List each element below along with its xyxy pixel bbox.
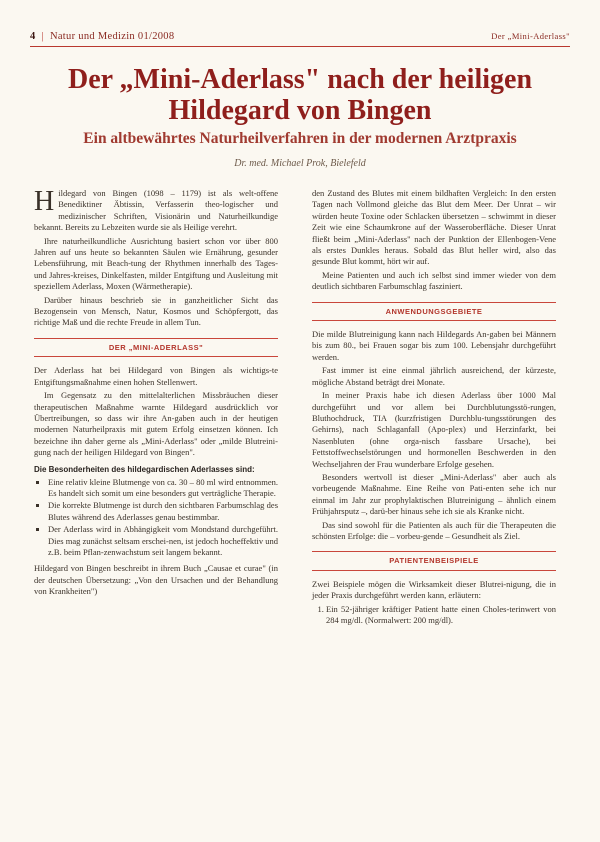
intro-paragraph [34,188,278,234]
running-header [30,26,570,47]
paragraph: Meine Patienten und auch ich selbst sind immer wieder von dem deutlich sichtbaren Farbumschlag fasziniert. [312,269,556,292]
header-divider: | [41,30,44,42]
paragraph: Besonders wertvoll ist dieser „Mini-Aderlass" aber auch als vorbeugende Maßnahme. Eine Reihe von Pati-enten sehe ich nur einmal im Jahr zur prophylaktischen Blutreinigung – ähnlich einem Frühjahrsputz –, darü-ber hinaus sehe ich sie als Kranke nicht. [312,471,556,517]
paragraph: In meiner Praxis habe ich diesen Aderlass über 1000 Mal durchgeführt und vor allem bei Durchblutungsstö-rungen, Bluthochdruck, TIA (kurzfristigen Durchblu-tungsstörungen des Gehirns), nach Schlaganfall (Apo-plex) und Herzinfarkt, bei Nasenbluten (ohne orga-nisch fassbare Ursache), bei Fettstoffwechselstörungen und hormonellen Beschwerden in den Wechseljahren der Frau wunderbare Erfolge gesehen. [312,390,556,469]
section-heading-patientenbeispiele: PATIENTENBEISPIELE [312,551,556,570]
paragraph: Der Aderlass hat bei Hildegard von Bingen als wichtigs-te Entgiftungsmaßnahme einen hohen Stellenwert. [34,365,278,387]
section-heading-anwendungsgebiete: ANWENDUNGSGEBIETE [312,302,556,321]
paragraph: Hildegard von Bingen beschreibt in ihrem Buch „Causae et curae" (in der deutschen Übersetzung: „Von den Ursachen und der Behandlung von Krankheiten") [34,563,278,597]
right-column [312,188,556,626]
article-subtitle: Ein altbewährtes Naturheilverfahren in der modernen Arztpraxis [83,130,517,147]
section-heading-mini-aderlass: DER „MINI-ADERLASS" [34,338,278,357]
paragraph: Fast immer ist eine einmal jährlich ausreichend, der kürzeste, mögliche Abstand beträgt drei Monate. [312,365,556,387]
paragraph: Die milde Blutreinigung kann nach Hildegards An-gaben bei Männern bis zum 80., bei Frauen sogar bis zum 100. Lebensjahr durchgeführt werden. [312,329,556,362]
list-item: ▪ Der Aderlass wird in Abhängigkeit vom Mondstand durchgeführt. Dies mag zunächst seltsam erschei-nen, ist jedoch hocheffektiv und z.B. beim Pflan-zenwachstum seit langem bekannt. [48,524,278,558]
intro-text: ildegard von Bingen (1098 – 1179) ist als welt-offene Benediktiner Äbtissin, Verfasserin theo-logischer und medizinischer Schriften, Visionärin und Naturheilkundige bekannt. Bereits zu Lebzeiten wurde sie als Heilige verehrt. [34,188,278,233]
article-title: Der „Mini-Aderlass" nach der heiligen Hildegard von Bingen [67,64,533,126]
paragraph: Darüber hinaus beschrieb sie in ganzheitlicher Sicht das Bezogensein von Mensch, Natur, Kosmos und Schöpfergott, das richtige Maß und die rechte Freude in allem Tun. [34,294,278,328]
article-author: Dr. med. Michael Prok, Bielefeld [234,158,366,169]
rubric-label: Der „Mini-Aderlass" [491,31,570,41]
paragraph: Im Gegensatz zu den mittelalterlichen Missbräuchen dieser therapeutischen Maßnahme warnte Hildegard ausdrücklich vor Übertreibungen, so dass wir ihre An-gaben auch in der heutigen modernen Naturheilpraxis mit gutem Erfolg einsetzen können. Ich bezeichne ihn daher gerne als „Mini-Aderlass" oder „milde Blutreini-gung nach der heiligen Hildegard von Bingen". [34,390,278,458]
publication-name: Natur und Medizin 01/2008 [49,30,175,42]
paragraph: den Zustand des Blutes mit einem bildhaften Vergleich: In den ersten Tagen nach Vollmond gleiche das Blut dem Meer. Der Unrat – wir würden heute Toxine oder Schlacken übersetzen – schwimmt in dieser Zeit wie eine Schaumkrone auf der Wasseroberfläche. Dieser Unrat fließt beim „Mini-Aderlass" nach der Punktion der Ellenbogen-Vene als erstes Dunkles heraus. Sobald das Blut heller wird, also das gesunde Blut kommt, hört wir auf. [312,188,556,267]
examples-list [312,604,556,627]
paragraph: Zwei Beispiele mögen die Wirksamkeit dieser Blutrei-nigung, die in jeder Praxis durchgeführt werden kann, erläutern: [312,578,556,601]
paragraph: Das sind sowohl für die Patienten als auch für die Therapeuten die schönsten Erfolge: die – vorbeu-gende – Gesundheit als Ziel. [312,519,556,541]
paragraph: Ihre naturheilkundliche Ausrichtung basiert schon vor über 800 Jahren auf uns heute so bekannten Säulen wie Ernährung, gesunder Lebensführung, mit Beach-tung der Rhythmen innerhalb des Tages- und Jahres-kreises, Dinkelfasten, milder Entgiftung und Ausleitung mit speziellem Aderlass, Moxen (Wärmetherapie). [34,235,278,292]
header-left [30,31,174,42]
features-list [34,477,278,559]
features-heading: Die Besonderheiten des hildegardischen Aderlasses sind: [34,464,255,474]
list-item: ▪ Eine relativ kleine Blutmenge von ca. 30 – 80 ml wird entnommen. Es handelt sich somit um eine besonders gut verträgliche Therapie. [48,477,278,500]
list-item: 1. Ein 52-jähriger kräftiger Patient hatte einen Choles-terinwert von 284 mg/dl. (Normalwert: 200 mg/dl). [326,604,556,627]
page-number: 4 [30,30,36,42]
drop-cap: H [34,186,55,217]
left-column [34,188,278,600]
list-item: ▪ Die korrekte Blutmenge ist durch den sichtbaren Farbumschlag des Blutes während des Aderlasses genau bestimmbar. [48,500,278,523]
